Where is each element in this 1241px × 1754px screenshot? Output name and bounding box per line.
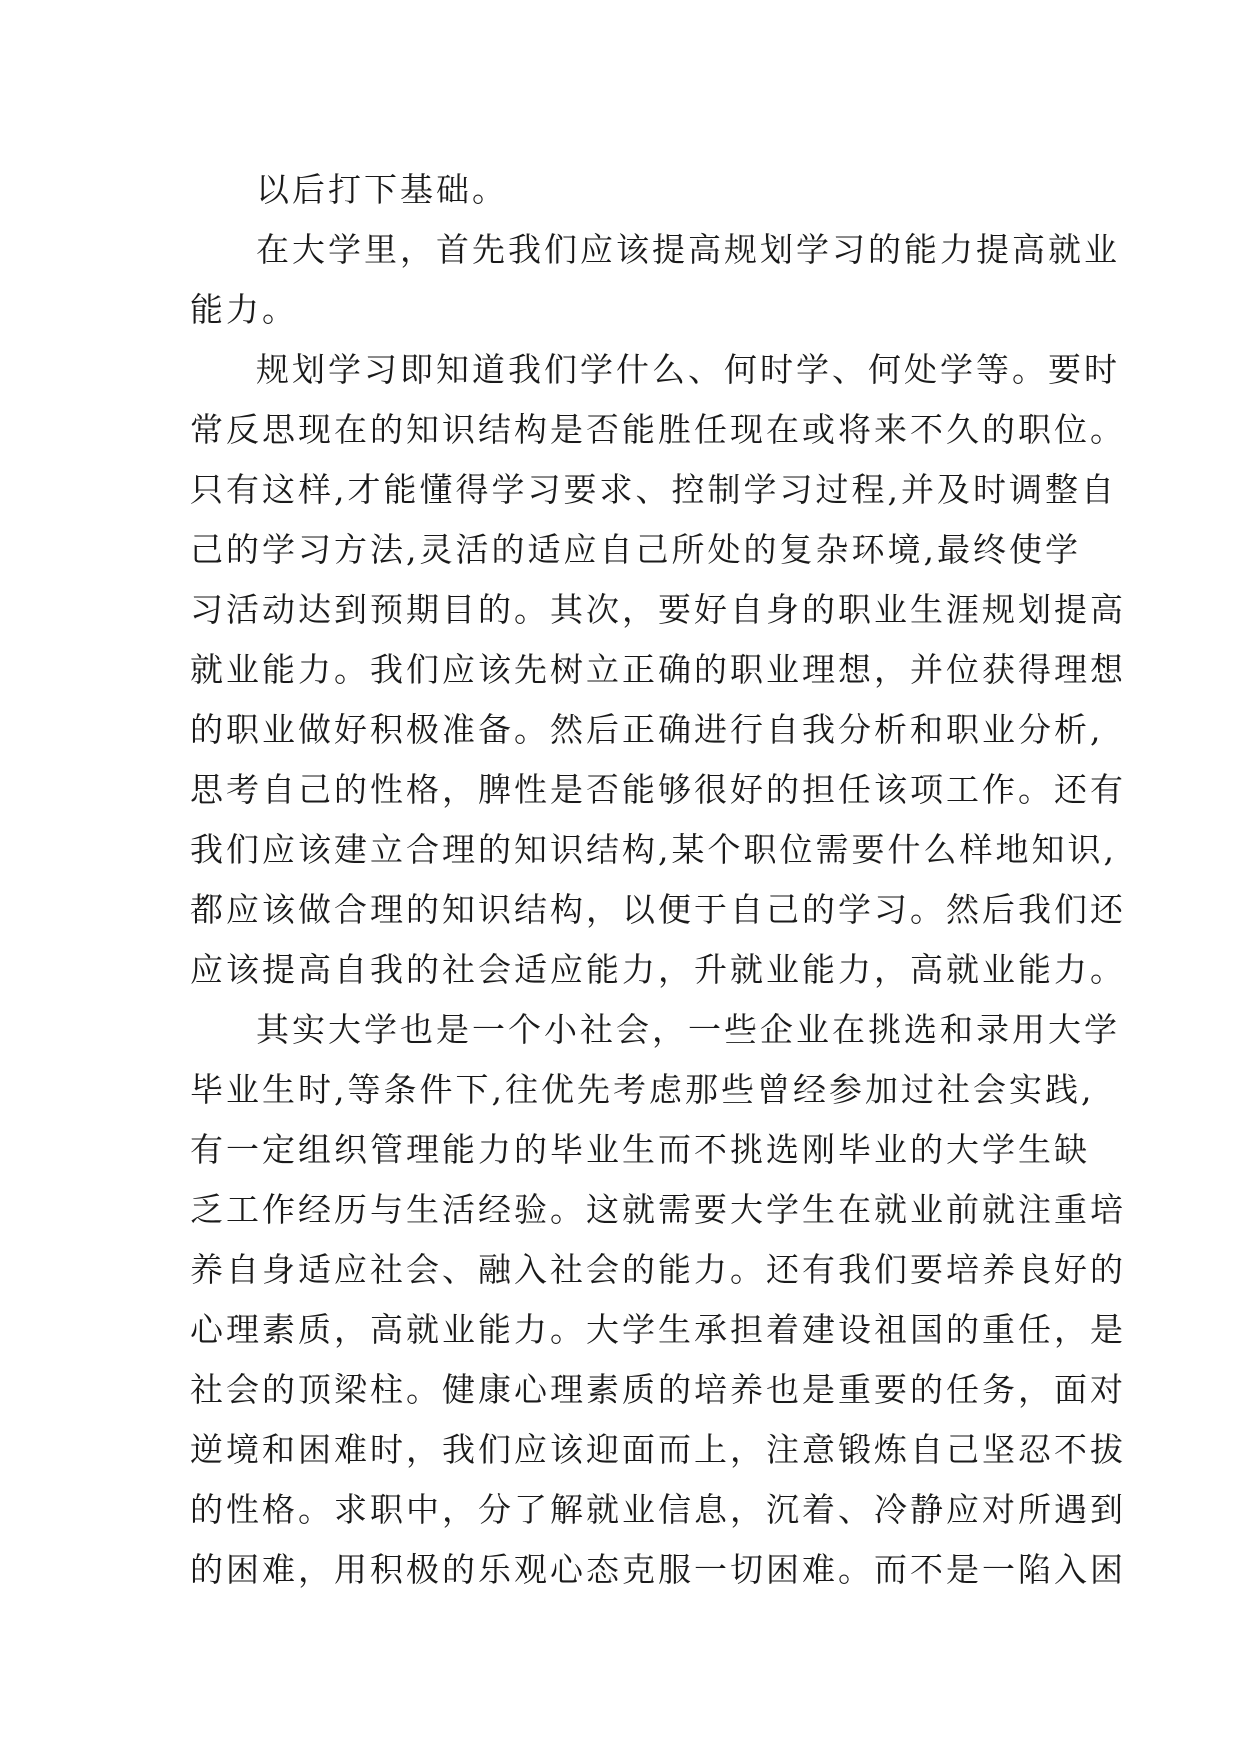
text-line: 就业能力。我们应该先树立正确的职业理想，并位获得理想	[190, 650, 1126, 689]
text-line: 我们应该建立合理的知识结构,某个职位需要什么样地知识,	[190, 830, 1117, 869]
text-line: 只有这样,才能懂得学习要求、控制学习过程,并及时调整自	[190, 470, 1117, 509]
text-line: 的性格。求职中，分了解就业信息，沉着、冷静应对所遇到	[190, 1490, 1126, 1529]
text-line: 乏工作经历与生活经验。这就需要大学生在就业前就注重培	[190, 1190, 1126, 1229]
text-line: 规划学习即知道我们学什么、何时学、何处学等。要时	[256, 350, 1120, 389]
text-line: 己的学习方法,灵活的适应自己所处的复杂环境,最终使学	[190, 530, 1081, 569]
text-line: 习活动达到预期目的。其次，要好自身的职业生涯规划提高	[190, 590, 1126, 629]
text-line: 社会的顶梁柱。健康心理素质的培养也是重要的任务，面对	[190, 1370, 1126, 1409]
text-line: 心理素质，高就业能力。大学生承担着建设祖国的重任，是	[190, 1310, 1126, 1349]
text-line: 养自身适应社会、融入社会的能力。还有我们要培养良好的	[190, 1250, 1126, 1289]
text-line: 应该提高自我的社会适应能力，升就业能力，高就业能力。	[190, 950, 1126, 989]
text-line: 思考自己的性格，脾性是否能够很好的担任该项工作。还有	[190, 770, 1126, 809]
text-line: 以后打下基础。	[256, 170, 508, 209]
text-line: 的职业做好积极准备。然后正确进行自我分析和职业分析,	[190, 710, 1104, 749]
text-line: 都应该做合理的知识结构，以便于自己的学习。然后我们还	[190, 890, 1126, 929]
text-line: 常反思现在的知识结构是否能胜任现在或将来不久的职位。	[190, 410, 1126, 449]
text-line: 其实大学也是一个小社会，一些企业在挑选和录用大学	[256, 1010, 1120, 1049]
text-line: 的困难，用积极的乐观心态克服一切困难。而不是一陷入困	[190, 1550, 1126, 1589]
text-line: 在大学里，首先我们应该提高规划学习的能力提高就业	[256, 230, 1120, 269]
text-line: 有一定组织管理能力的毕业生而不挑选刚毕业的大学生缺	[190, 1130, 1090, 1169]
text-line: 逆境和困难时，我们应该迎面而上，注意锻炼自己坚忍不拔	[190, 1430, 1126, 1469]
text-line: 能力。	[190, 290, 298, 329]
text-line: 毕业生时,等条件下,往优先考虑那些曾经参加过社会实践,	[190, 1070, 1095, 1109]
document-body	[190, 160, 1126, 1600]
